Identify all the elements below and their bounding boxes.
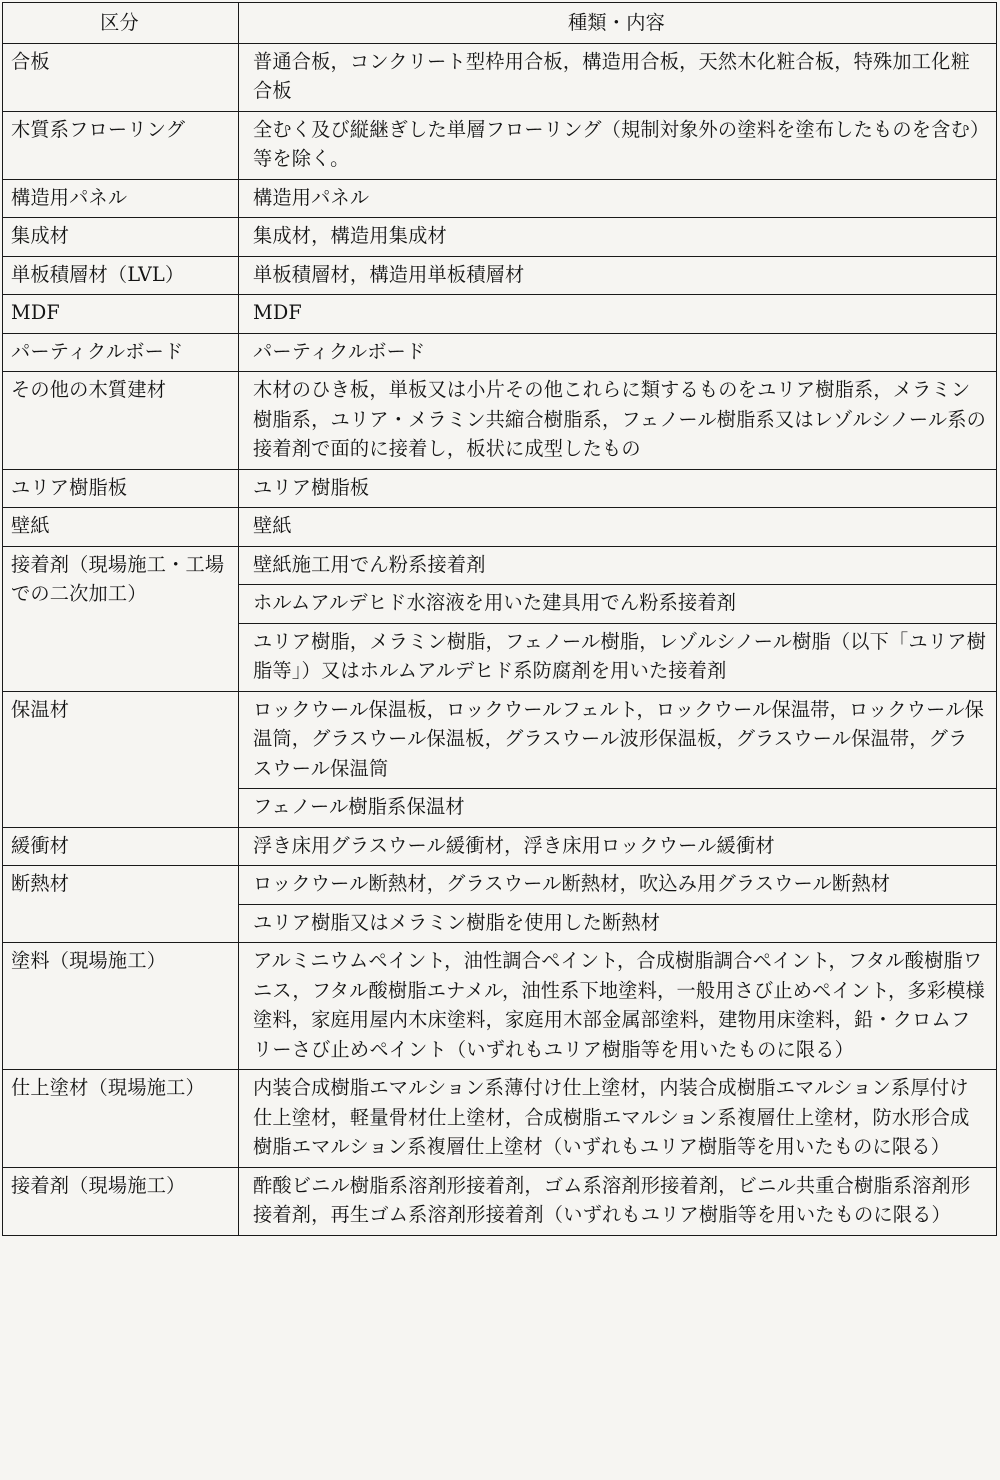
- table-row: [3, 943, 997, 1070]
- category-cell: 合板: [3, 43, 239, 111]
- category-cell: 集成材: [3, 218, 239, 257]
- content-cell: 全むく及び縦継ぎした単層フローリング（規制対象外の塗料を塗布したものを含む）等を除く。: [239, 111, 997, 179]
- category-cell: ユリア樹脂板: [3, 469, 239, 508]
- category-cell: 単板積層材（LVL）: [3, 256, 239, 295]
- table-row: [3, 43, 997, 111]
- content-cell: ユリア樹脂又はメラミン樹脂を使用した断熱材: [239, 904, 997, 943]
- table-row: [3, 333, 997, 372]
- category-cell: 接着剤（現場施工・工場での二次加工）: [3, 546, 239, 691]
- category-cell: 構造用パネル: [3, 179, 239, 218]
- content-cell: アルミニウムペイント，油性調合ペイント，合成樹脂調合ペイント，フタル酸樹脂ワニス，フタル酸樹脂エナメル，油性系下地塗料，一般用さび止めペイント，多彩模様塗料，家庭用屋内木床塗料，家庭用木部金属部塗料，建物用床塗料，鉛・クロムフリーさび止めペイント（いずれもユリア樹脂等を用いたものに限る）: [239, 943, 997, 1070]
- table-row: [3, 111, 997, 179]
- content-cell: 普通合板，コンクリート型枠用合板，構造用合板，天然木化粧合板，特殊加工化粧合板: [239, 43, 997, 111]
- content-cell: ユリア樹脂板: [239, 469, 997, 508]
- content-cell: パーティクルボード: [239, 333, 997, 372]
- content-cell: MDF: [239, 295, 997, 334]
- header-content: 種類・内容: [239, 3, 997, 44]
- table-row: [3, 295, 997, 334]
- header-category: 区分: [3, 3, 239, 44]
- content-cell: 壁紙: [239, 508, 997, 547]
- table-row: [3, 179, 997, 218]
- content-cell: 木材のひき板，単板又は小片その他これらに類するものをユリア樹脂系，メラミン樹脂系，ユリア・メラミン共縮合樹脂系，フェノール樹脂系又はレゾルシノール系の接着剤で面的に接着し，板状に成型したもの: [239, 372, 997, 470]
- content-cell: 内装合成樹脂エマルション系薄付け仕上塗材，内装合成樹脂エマルション系厚付け仕上塗材，軽量骨材仕上塗材，合成樹脂エマルション系複層仕上塗材，防水形合成樹脂エマルション系複層仕上塗材（いずれもユリア樹脂等を用いたものに限る）: [239, 1070, 997, 1168]
- content-cell: 集成材，構造用集成材: [239, 218, 997, 257]
- category-cell: 木質系フローリング: [3, 111, 239, 179]
- category-cell: 緩衝材: [3, 827, 239, 866]
- content-cell: 壁紙施工用でん粉系接着剤: [239, 546, 997, 585]
- table-row: [3, 1167, 997, 1235]
- table-row: [3, 827, 997, 866]
- content-cell: 浮き床用グラスウール緩衝材，浮き床用ロックウール緩衝材: [239, 827, 997, 866]
- table-body: [3, 43, 997, 1235]
- table-row: [3, 508, 997, 547]
- category-cell: パーティクルボード: [3, 333, 239, 372]
- table-header-row: [3, 3, 997, 44]
- category-cell: 塗料（現場施工）: [3, 943, 239, 1070]
- category-cell: 接着剤（現場施工）: [3, 1167, 239, 1235]
- table-row: [3, 1070, 997, 1168]
- category-cell: 断熱材: [3, 866, 239, 943]
- content-cell: ロックウール保温板，ロックウールフェルト，ロックウール保温帯，ロックウール保温筒，グラスウール保温板，グラスウール波形保温板，グラスウール保温帯，グラスウール保温筒: [239, 691, 997, 789]
- table-row: [3, 469, 997, 508]
- material-table: [2, 2, 997, 1236]
- category-cell: その他の木質建材: [3, 372, 239, 470]
- content-cell: フェノール樹脂系保温材: [239, 789, 997, 828]
- table-row: [3, 256, 997, 295]
- category-cell: MDF: [3, 295, 239, 334]
- content-cell: ロックウール断熱材，グラスウール断熱材，吹込み用グラスウール断熱材: [239, 866, 997, 905]
- table-row: [3, 866, 997, 905]
- category-cell: 仕上塗材（現場施工）: [3, 1070, 239, 1168]
- table-row: [3, 546, 997, 585]
- content-cell: 構造用パネル: [239, 179, 997, 218]
- table-row: [3, 691, 997, 789]
- content-cell: ユリア樹脂，メラミン樹脂，フェノール樹脂，レゾルシノール樹脂（以下「ユリア樹脂等」）又はホルムアルデヒド系防腐剤を用いた接着剤: [239, 623, 997, 691]
- content-cell: ホルムアルデヒド水溶液を用いた建具用でん粉系接着剤: [239, 585, 997, 624]
- category-cell: 壁紙: [3, 508, 239, 547]
- content-cell: 単板積層材，構造用単板積層材: [239, 256, 997, 295]
- table-row: [3, 372, 997, 470]
- table-row: [3, 218, 997, 257]
- content-cell: 酢酸ビニル樹脂系溶剤形接着剤，ゴム系溶剤形接着剤，ビニル共重合樹脂系溶剤形接着剤，再生ゴム系溶剤形接着剤（いずれもユリア樹脂等を用いたものに限る）: [239, 1167, 997, 1235]
- category-cell: 保温材: [3, 691, 239, 827]
